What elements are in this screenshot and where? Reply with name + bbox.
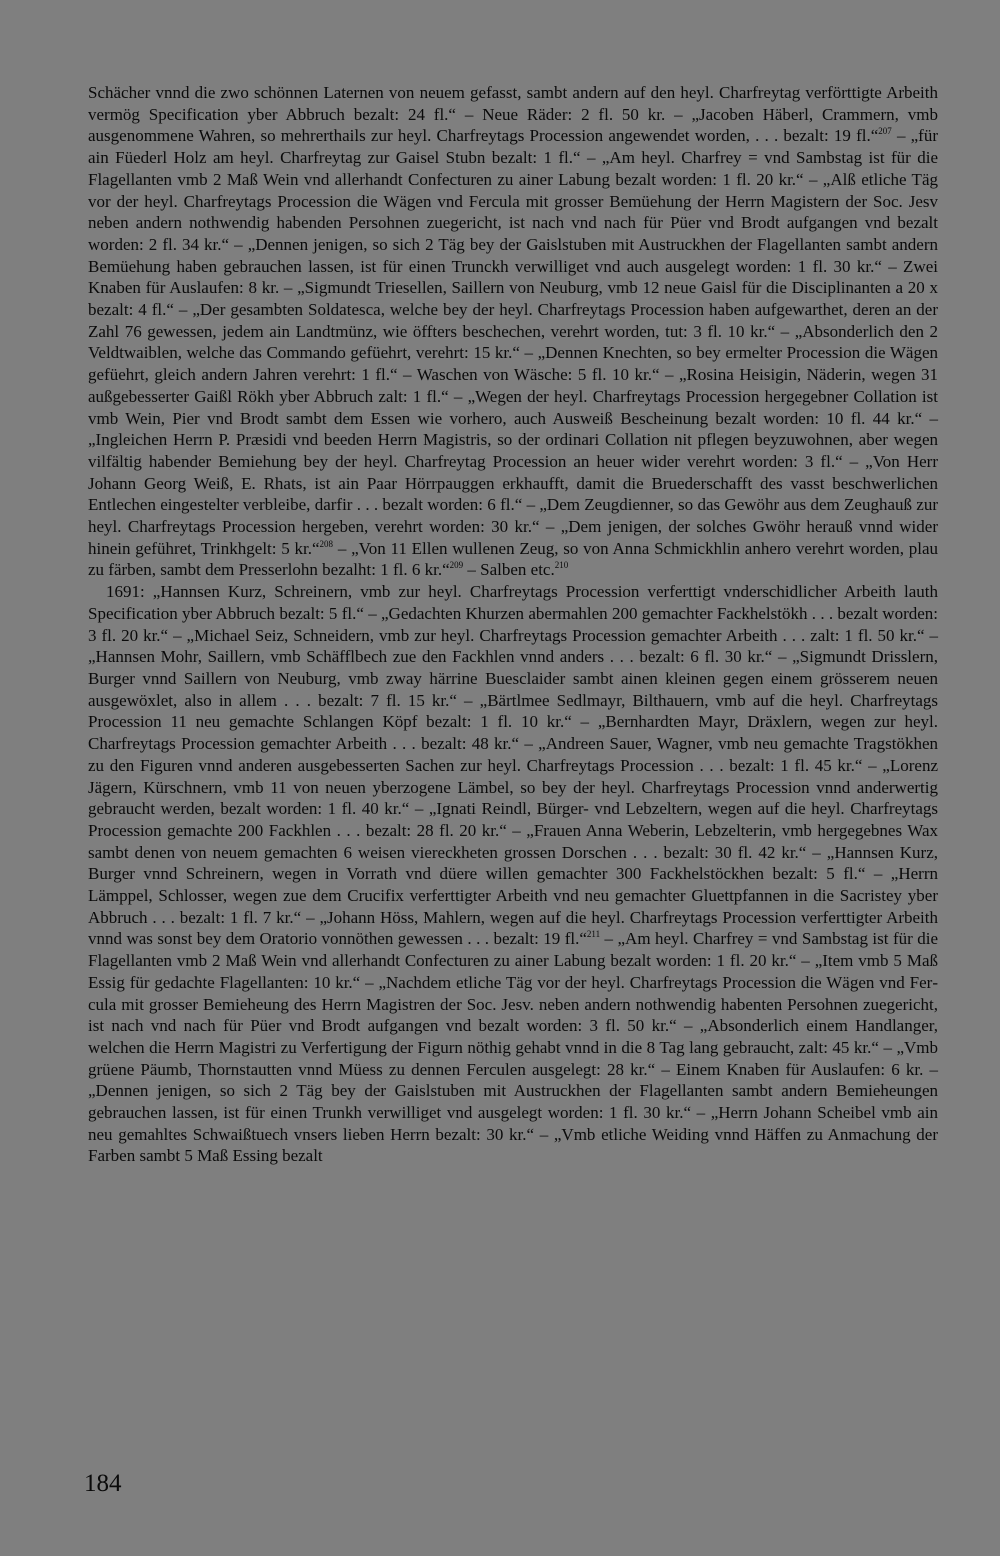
document-body	[88, 82, 938, 1167]
page-number: 184	[84, 1470, 122, 1497]
text-segment: – Salben etc.	[463, 560, 555, 580]
footnote-ref-211: 211	[586, 929, 601, 940]
footnote-ref-207: 207	[878, 126, 892, 137]
paragraph-1	[88, 82, 938, 581]
text-segment: 1691: „Hannsen Kurz, Schreinern, vmb zur heyl. Charfreytags Procession verferttigt vnderschidlicher Arbeith lauth Specification yber Abbruch bezalt: 5 fl.“ – „Gedachten Khurzen abermahlen 200 gemachter Fackhelstökh . . . bezalt worden: 3 fl. 20 kr.“ – „Michael Seiz, Schneidern, vmb zur heyl. Charfreytags Procession gemachter Arbeith . . . zalt: 1 fl. 50 kr.“ – „Hannsen Mohr, Saillern, vmb Schäfflbech zue den Fackhlen vnnd anders . . . bezalt: 6 fl. 30 kr.“ – „Sigmundt Drisslern, Burger vnnd Saillern von Neuburg, vmb zway härrine Buesclaider sambt ainen kleinen gegen einem grösserem neuen ausgewöxlet, also in allem . . . bezalt: 7 fl. 15 kr.“ – „Bärtlmee Sedlmayr, Bilthauern, vmb auf die heyl. Charfreytags Procession 11 neu gemachte Schlangen Köpf bezalt: 1 fl. 10 kr.“ – „Bernhardten Mayr, Dräxlern, wegen zur heyl. Charfreytags Procession gemachter Arbeith . . . bezalt: 48 kr.“ – „Andreen Sauer, Wagner, vmb neu gemachte Tragstökhen zu den Figuren vnnd anderen ausgebesserten Sachen zur heyl. Charfreytags Procession . . . bezalt: 1 fl. 45 kr.“ – „Lorenz Jägern, Kürschnern, vmb 11 von neuen yberzogene Lämbel, so bey der heyl. Charfreytags Procession vnnd anderwertig gebraucht werden, bezalt worden: 1 fl. 40 kr.“ – „Ignati Reindl, Bürger- vnd Lebzeltern, wegen auf die heyl. Charfreytags Procession gemachte 200 Fackhlen . . . bezalt: 28 fl. 20 kr.“ – „Frauen Anna Weberin, Lebzelterin, vmb hergegebnes Wax sambt denen von neuem gemachten 6 weisen viereckheten grossen Dorschen . . . bezalt: 30 fl. 42 kr.“ – „Hannsen Kurz, Burger vnnd Schreinern, wegen in Vorrath vnd düere willen gemachter 300 Fackhelstöckhen bezalt: 5 fl.“ – „Herrn Lämppel, Schlosser, wegen zue dem Crucifix verferttigter Arbeith vnd neu gemachter Gluettpfannen in die Sacristey yber Abbruch . . . bezalt: 1 fl. 7 kr.“ – „Johann Höss, Mahlern, wegen auf die heyl. Charfreytags Procession verferttigter Arbeith vnnd was sonst bey dem Oratorio vonnöthen gewessen . . . bezalt: 19 fl.“	[88, 582, 938, 949]
footnote-ref-209: 209	[449, 560, 464, 571]
text-segment: – „für ain Füederl Holz am heyl. Charfreytag zur Gaisel Stubn bezalt: 1 fl.“ – „Am heyl. Charfrey = vnd Sambstag ist für die Flagellanten vmb 2 Maß Wein vnd allerhandt Confecturen zu ainer Labung bezalt worden: 1 fl. 20 kr.“ – „Alß etliche Täg vor der heyl. Charfreytags Procession die Wägen vnd Fercula mit grosser Bemüehung der Herrn Magistern der Soc. Jesv neben andern nothwendig habenden Persohnen zuegericht, ist nach vnd nach für Püer vnd Brodt aufgangen vnd bezalt worden: 2 fl. 34 kr.“ – „Dennen jenigen, so sich 2 Täg bey der Gaislstuben mit Austruckhen der Flagellanten sambt andern Bemüehung haben gebrauchen lassen, ist für einen Trunckh verwilliget vnd auch ausgelegt worden: 1 fl. 30 kr.“ – Zwei Knaben für Auslaufen: 8 kr. – „Sigmundt Triesellen, Saillern von Neuburg, vmb 12 neue Gaisl für die Disciplinanten a 20 x bezalt: 4 fl.“ – „Der gesambten Soldatesca, welche bey der heyl. Charfreytags Procession haben aufgewarthet, deren an der Zahl 76 gewessen, jedem ain Landtmünz, wie öffters beschechen, verehrt worden, tut: 3 fl. 10 kr.“ – „Absonderlich den 2 Veldtwaiblen, welche das Commando gefüehrt, verehrt: 15 kr.“ – „Dennen Knechten, so bey ermelter Procession die Wägen gefüehrt, gleich andern Jahren verehrt: 1 fl.“ – Waschen von Wäsche: 5 fl. 10 kr.“ – „Rosina Heisigin, Näderin, wegen 31 außgebesserter Gaißl Rökh yber Abbruch zalt: 1 fl.“ – „Wegen der heyl. Charfreytags Procession hergegebner Collation ist vmb Wein, Pier vnd Brodt sambt dem Essen wie vorhero, auch Ausweiß Bescheinung bezalt worden: 10 fl. 44 kr.“ – „Ingleichen Herrn P. Præsidi vnd beeden Herrn Magistris, so der ordinari Collation nit pflegen beyzuwohnen, aber wegen vilfältig habender Bemiehung bey der heyl. Charfreytag Procession an heuer wider verehrt worden: 3 fl.“ – „Von Herr Johann Georg Weiß, E. Rhats, ist ain Paar Hörrpauggen erkhaufft, damit die Bruederschafft des vasst beschwerlichen Entlechen eingestelter verbleibe, darfir . . . bezalt worden: 6 fl.“ – „Dem Zeugdienner, so das Gewöhr aus dem Zeughauß zur heyl. Charfreytags Procession hergeben, verehrt worden: 30 kr.“ – „Dem jenigen, der solches Gwöhr herauß vnnd wider hinein geführet, Trinkhgelt: 5 kr.“	[88, 126, 938, 558]
text-segment: Schächer vnnd die zwo schönnen Laternen von neuem gefasst, sambt andern auf den heyl. Charfreytag verförttigte Arbeith vermög Specification yber Abbruch bezalt: 24 fl.“ – Neue Räder: 2 fl. 50 kr. – „Jacoben Häberl, Crammern, vmb ausgenommene Wahren, so mehrerthails zur heyl. Charfreytags Procession angewendet worden, . . . bezalt: 19 fl.“	[88, 83, 938, 146]
footnote-ref-210: 210	[554, 560, 569, 571]
paragraph-1691	[88, 581, 938, 1167]
footnote-ref-208: 208	[319, 538, 334, 549]
text-segment: – „Von 11 Ellen wullenen Zeug, so von Anna Schmickhlin anhero verehrt worden, plau zu färben, sambt dem Presserlohn bezalht: 1 fl. 6 kr.“	[88, 538, 938, 580]
text-segment: – „Am heyl. Charfrey = vnd Sambstag ist für die Flagellanten vmb 2 Maß Wein vnd allerhandt Confecturen zu ainer Labung bezalt worden: 1 fl. 20 kr.“ – „Item vmb 5 Maß Essig für gedachte Flagellanten: 10 kr.“ – „Nachdem etliche Täg vor der heyl. Charfreytags Procession die Wägen vnd Fercula mit grosser Bemieheung des Herrn Magistren der Soc. Jesv. neben andern nothwendig habenten Persohnen zuegericht, ist nach vnd nach für Püer vnd Brodt aufgangen vnd bezalt worden: 3 fl. 50 kr.“ – „Absonderlich einem Handlanger, welchen die Herrn Magistri zu Verfertigung der Figurn nöthig gehabt vnnd in die 8 Tag lang gebraucht, zalt: 45 kr.“ – „Vmb grüene Päumb, Thornstautten vnnd Müess zu dennen Ferculen ausgelegt: 28 kr.“ – Einem Knaben für Auslaufen: 6 kr. – „Dennen jenigen, so sich 2 Täg bey der Gaislstuben mit Austruckhen der Flagellanten sambt andern Bemieheungen gebrauchen lassen, ist für einen Trunkh verwilliget vnd ausgelegt worden: 1 fl. 30 kr.“ – „Herrn Johann Scheibel vmb ain neu gemahltes Schwaißtuech vnsers lieben Herrn bezalt: 30 kr.“ – „Vmb etliche Weiding vnnd Häffen zu Anmachung der Farben sambt 5 Maß Essing bezalt	[88, 929, 939, 1166]
